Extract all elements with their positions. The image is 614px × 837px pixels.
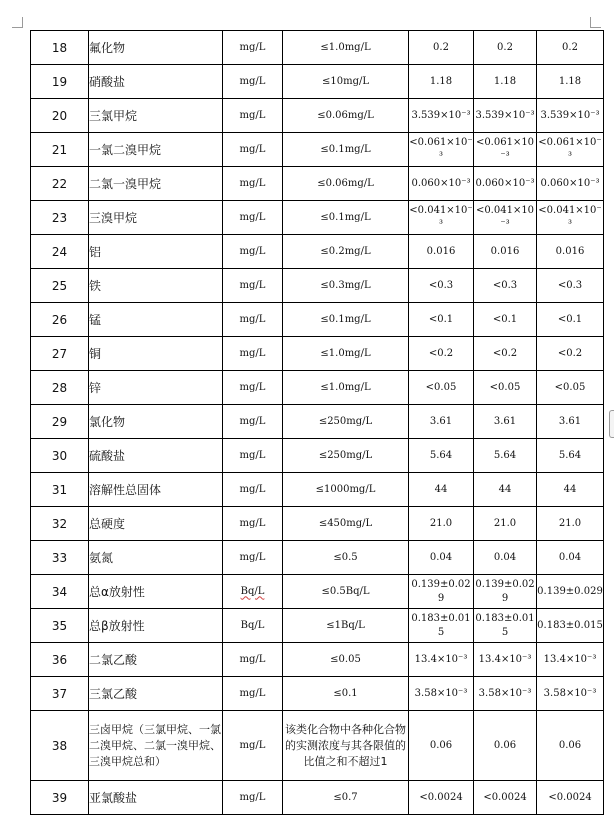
result-3: 44 — [537, 473, 604, 507]
row-number: 23 — [31, 201, 89, 235]
result-1: 3.539×10⁻³ — [409, 99, 474, 133]
result-2: 3.58×10⁻³ — [474, 677, 537, 711]
result-3: 5.64 — [537, 439, 604, 473]
table-row — [31, 643, 604, 677]
result-1: 0.016 — [409, 235, 474, 269]
unit: Bq/L — [223, 609, 283, 643]
limit: ≤0.3mg/L — [283, 269, 409, 303]
parameter-name: 三氯甲烷 — [89, 99, 223, 133]
row-number: 36 — [31, 643, 89, 677]
parameter-name: 铜 — [89, 337, 223, 371]
result-2: <0.041×10⁻³ — [474, 201, 537, 235]
row-number: 25 — [31, 269, 89, 303]
row-number: 39 — [31, 781, 89, 815]
result-2: <0.3 — [474, 269, 537, 303]
limit: ≤1Bq/L — [283, 609, 409, 643]
result-3: 0.060×10⁻³ — [537, 167, 604, 201]
result-1: 21.0 — [409, 507, 474, 541]
result-3: 3.58×10⁻³ — [537, 677, 604, 711]
parameter-name: 氯化物 — [89, 405, 223, 439]
parameter-name: 氨氮 — [89, 541, 223, 575]
unit: mg/L — [223, 541, 283, 575]
result-3: 0.183±0.015 — [537, 609, 604, 643]
table-row — [31, 439, 604, 473]
parameter-name: 三卤甲烷（三氯甲烷、一氯二溴甲烷、二氯一溴甲烷、三溴甲烷总和） — [89, 711, 223, 781]
limit: 该类化合物中各种化合物的实测浓度与其各限值的比值之和不超过1 — [283, 711, 409, 781]
result-2: <0.061×10⁻³ — [474, 133, 537, 167]
result-2: 1.18 — [474, 65, 537, 99]
result-3: <0.3 — [537, 269, 604, 303]
result-2: 3.539×10⁻³ — [474, 99, 537, 133]
result-1: <0.1 — [409, 303, 474, 337]
result-2: <0.0024 — [474, 781, 537, 815]
result-1: <0.2 — [409, 337, 474, 371]
result-2: <0.05 — [474, 371, 537, 405]
limit: ≤250mg/L — [283, 439, 409, 473]
unit: mg/L — [223, 65, 283, 99]
limit: ≤0.1 — [283, 677, 409, 711]
unit — [223, 575, 283, 609]
parameter-name: 三氯乙酸 — [89, 677, 223, 711]
result-1: 3.61 — [409, 405, 474, 439]
parameter-name: 总β放射性 — [89, 609, 223, 643]
row-number: 21 — [31, 133, 89, 167]
water-quality-table — [30, 30, 604, 815]
parameter-name: 锰 — [89, 303, 223, 337]
limit: ≤0.06mg/L — [283, 167, 409, 201]
result-3: 21.0 — [537, 507, 604, 541]
result-3: <0.041×10⁻³ — [537, 201, 604, 235]
row-number: 20 — [31, 99, 89, 133]
result-1: 13.4×10⁻³ — [409, 643, 474, 677]
row-number: 32 — [31, 507, 89, 541]
result-1: <0.061×10⁻³ — [409, 133, 474, 167]
row-number: 37 — [31, 677, 89, 711]
parameter-name: 硫酸盐 — [89, 439, 223, 473]
result-3: <0.1 — [537, 303, 604, 337]
row-number: 31 — [31, 473, 89, 507]
result-2: 13.4×10⁻³ — [474, 643, 537, 677]
table-row — [31, 31, 604, 65]
page-corner-marker — [12, 17, 23, 28]
result-3: 13.4×10⁻³ — [537, 643, 604, 677]
row-number: 26 — [31, 303, 89, 337]
result-1: <0.05 — [409, 371, 474, 405]
unit: mg/L — [223, 201, 283, 235]
result-1: 0.183±0.015 — [409, 609, 474, 643]
table-row — [31, 541, 604, 575]
unit-text: Bq/L — [240, 585, 265, 597]
result-3: 0.139±0.029 — [537, 575, 604, 609]
result-3: 3.61 — [537, 405, 604, 439]
parameter-name: 二氯乙酸 — [89, 643, 223, 677]
table-row — [31, 269, 604, 303]
unit: mg/L — [223, 167, 283, 201]
row-number: 19 — [31, 65, 89, 99]
table-row — [31, 303, 604, 337]
result-3: <0.05 — [537, 371, 604, 405]
result-1: 0.2 — [409, 31, 474, 65]
limit: ≤0.06mg/L — [283, 99, 409, 133]
table-row — [31, 167, 604, 201]
limit: ≤0.2mg/L — [283, 235, 409, 269]
table-row — [31, 235, 604, 269]
row-number: 27 — [31, 337, 89, 371]
limit: ≤0.5Bq/L — [283, 575, 409, 609]
parameter-name: 溶解性总固体 — [89, 473, 223, 507]
table-row — [31, 473, 604, 507]
side-scroll-tab[interactable] — [609, 410, 614, 438]
result-1: <0.0024 — [409, 781, 474, 815]
unit: mg/L — [223, 269, 283, 303]
result-1: <0.3 — [409, 269, 474, 303]
table-row — [31, 371, 604, 405]
table-row — [31, 65, 604, 99]
table-row — [31, 507, 604, 541]
unit: mg/L — [223, 235, 283, 269]
parameter-name: 亚氯酸盐 — [89, 781, 223, 815]
table-row — [31, 711, 604, 781]
result-2: 0.060×10⁻³ — [474, 167, 537, 201]
unit: mg/L — [223, 643, 283, 677]
result-1: <0.041×10⁻³ — [409, 201, 474, 235]
result-1: 3.58×10⁻³ — [409, 677, 474, 711]
result-2: 0.04 — [474, 541, 537, 575]
row-number: 24 — [31, 235, 89, 269]
result-3: 0.06 — [537, 711, 604, 781]
table-row — [31, 99, 604, 133]
result-1: 0.139±0.029 — [409, 575, 474, 609]
table-row — [31, 337, 604, 371]
result-1: 5.64 — [409, 439, 474, 473]
row-number: 38 — [31, 711, 89, 781]
unit: mg/L — [223, 133, 283, 167]
unit: mg/L — [223, 473, 283, 507]
unit: mg/L — [223, 677, 283, 711]
table-row — [31, 133, 604, 167]
result-2: 0.183±0.015 — [474, 609, 537, 643]
row-number: 22 — [31, 167, 89, 201]
unit: mg/L — [223, 371, 283, 405]
result-2: 21.0 — [474, 507, 537, 541]
unit: mg/L — [223, 405, 283, 439]
limit: ≤450mg/L — [283, 507, 409, 541]
limit: ≤0.1mg/L — [283, 133, 409, 167]
parameter-name: 一氯二溴甲烷 — [89, 133, 223, 167]
table-row — [31, 201, 604, 235]
result-2: 0.2 — [474, 31, 537, 65]
result-3: <0.061×10⁻³ — [537, 133, 604, 167]
parameter-name: 铝 — [89, 235, 223, 269]
result-3: <0.2 — [537, 337, 604, 371]
unit: mg/L — [223, 99, 283, 133]
row-number: 28 — [31, 371, 89, 405]
table-row — [31, 677, 604, 711]
parameter-name: 总α放射性 — [89, 575, 223, 609]
limit: ≤0.7 — [283, 781, 409, 815]
result-1: 44 — [409, 473, 474, 507]
page-corner-marker — [590, 17, 601, 28]
result-3: 3.539×10⁻³ — [537, 99, 604, 133]
result-1: 0.04 — [409, 541, 474, 575]
row-number: 33 — [31, 541, 89, 575]
parameter-name: 锌 — [89, 371, 223, 405]
unit: mg/L — [223, 337, 283, 371]
result-2: 0.139±0.029 — [474, 575, 537, 609]
row-number: 35 — [31, 609, 89, 643]
row-number: 18 — [31, 31, 89, 65]
result-2: 3.61 — [474, 405, 537, 439]
result-1: 1.18 — [409, 65, 474, 99]
limit: ≤250mg/L — [283, 405, 409, 439]
result-1: 0.060×10⁻³ — [409, 167, 474, 201]
unit: mg/L — [223, 303, 283, 337]
limit: ≤0.1mg/L — [283, 201, 409, 235]
parameter-name: 总硬度 — [89, 507, 223, 541]
result-2: <0.1 — [474, 303, 537, 337]
row-number: 30 — [31, 439, 89, 473]
result-2: 5.64 — [474, 439, 537, 473]
parameter-name: 二氯一溴甲烷 — [89, 167, 223, 201]
limit: ≤1.0mg/L — [283, 31, 409, 65]
limit: ≤0.05 — [283, 643, 409, 677]
parameter-name: 氟化物 — [89, 31, 223, 65]
unit: mg/L — [223, 439, 283, 473]
table-row — [31, 781, 604, 815]
result-2: 44 — [474, 473, 537, 507]
parameter-name: 硝酸盐 — [89, 65, 223, 99]
limit: ≤0.5 — [283, 541, 409, 575]
limit: ≤1.0mg/L — [283, 337, 409, 371]
limit: ≤1.0mg/L — [283, 371, 409, 405]
unit: mg/L — [223, 507, 283, 541]
result-3: <0.0024 — [537, 781, 604, 815]
table-row — [31, 405, 604, 439]
unit: mg/L — [223, 711, 283, 781]
row-number: 29 — [31, 405, 89, 439]
result-3: 1.18 — [537, 65, 604, 99]
result-2: <0.2 — [474, 337, 537, 371]
result-2: 0.016 — [474, 235, 537, 269]
parameter-name: 铁 — [89, 269, 223, 303]
parameter-name: 三溴甲烷 — [89, 201, 223, 235]
result-3: 0.2 — [537, 31, 604, 65]
unit: mg/L — [223, 781, 283, 815]
unit: mg/L — [223, 31, 283, 65]
table-row — [31, 609, 604, 643]
limit: ≤1000mg/L — [283, 473, 409, 507]
result-2: 0.06 — [474, 711, 537, 781]
limit: ≤10mg/L — [283, 65, 409, 99]
result-3: 0.016 — [537, 235, 604, 269]
result-3: 0.04 — [537, 541, 604, 575]
table-row — [31, 575, 604, 609]
row-number: 34 — [31, 575, 89, 609]
result-1: 0.06 — [409, 711, 474, 781]
limit: ≤0.1mg/L — [283, 303, 409, 337]
